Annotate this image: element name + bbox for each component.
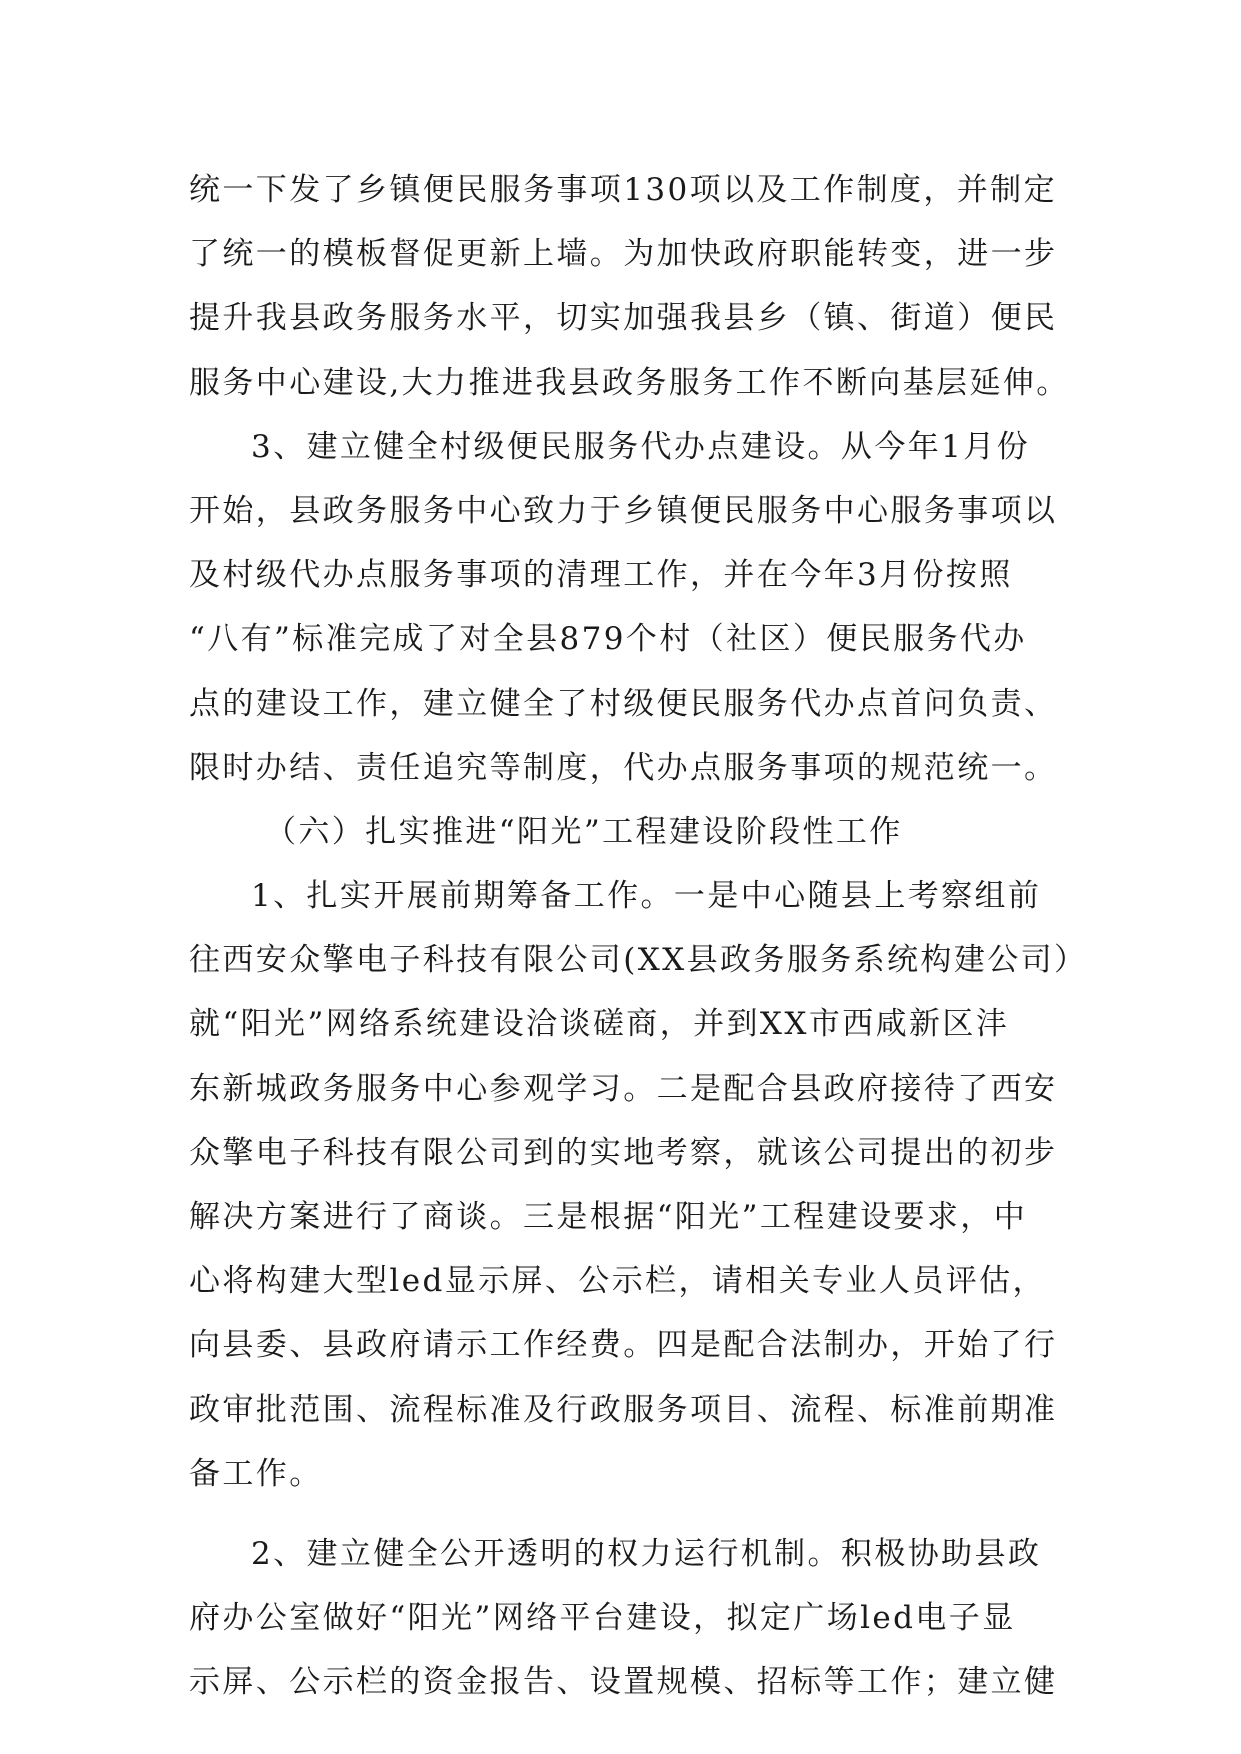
paragraph-first-line: 3、建立健全村级便民服务代办点建设。从今年1月份 xyxy=(251,428,1031,465)
text-line: “八有”标准完成了对全县879个村（社区）便民服务代办 xyxy=(189,621,1027,658)
text-line: 了统一的模板督促更新上墙。为加快政府职能转变，进一步 xyxy=(189,236,1058,273)
paragraph-first-line: 1、扎实开展前期筹备工作。一是中心随县上考察组前 xyxy=(251,878,1042,915)
text-line: 统一下发了乡镇便民服务事项130项以及工作制度，并制定 xyxy=(189,172,1057,208)
text-line: 心将构建大型led显示屏、公示栏，请相关专业人员评估， xyxy=(189,1263,1046,1300)
text-line: 限时办结、责任追究等制度，代办点服务事项的规范统一。 xyxy=(189,749,1058,786)
text-line: 及村级代办点服务事项的清理工作，并在今年3月份按照 xyxy=(189,557,1013,594)
section-heading: （六）扎实推进“阳光”工程建设阶段性工作 xyxy=(265,813,903,850)
paragraph-spacer xyxy=(189,1506,1069,1522)
text-line: 东新城政务服务中心参观学习。二是配合县政府接待了西安 xyxy=(189,1070,1058,1107)
text-line: 就“阳光”网络系统建设洽谈磋商，并到XX市西咸新区沣 xyxy=(189,1006,1010,1043)
body-text xyxy=(189,158,1088,1715)
text-line: 政审批范围、流程标准及行政服务项目、流程、标准前期准 xyxy=(189,1391,1058,1428)
text-line: 众擎电子科技有限公司到的实地考察，就该公司提出的初步 xyxy=(189,1134,1058,1171)
text-line: 点的建设工作，建立健全了村级便民服务代办点首问负责、 xyxy=(189,685,1058,722)
text-line: 示屏、公示栏的资金报告、设置规模、招标等工作；建立健 xyxy=(189,1664,1058,1701)
text-line: 解决方案进行了商谈。三是根据“阳光”工程建设要求，中 xyxy=(189,1199,1028,1235)
text-line: 提升我县政务服务水平，切实加强我县乡（镇、街道）便民 xyxy=(189,300,1058,337)
text-line: 服务中心建设,大力推进我县政务服务工作不断向基层延伸。 xyxy=(189,364,1070,401)
text-line: 向县委、县政府请示工作经费。四是配合法制办，开始了行 xyxy=(189,1327,1058,1364)
text-line: 开始，县政务服务中心致力于乡镇便民服务中心服务事项以 xyxy=(189,492,1058,529)
text-line: 备工作。 xyxy=(189,1455,323,1492)
text-line: 往西安众擎电子科技有限公司(XX县政务服务系统构建公司） xyxy=(189,942,1088,979)
paragraph-first-line: 2、建立健全公开透明的权力运行机制。积极协助县政 xyxy=(251,1535,1042,1572)
text-line: 府办公室做好“阳光”网络平台建设，拟定广场led电子显 xyxy=(189,1600,1016,1637)
